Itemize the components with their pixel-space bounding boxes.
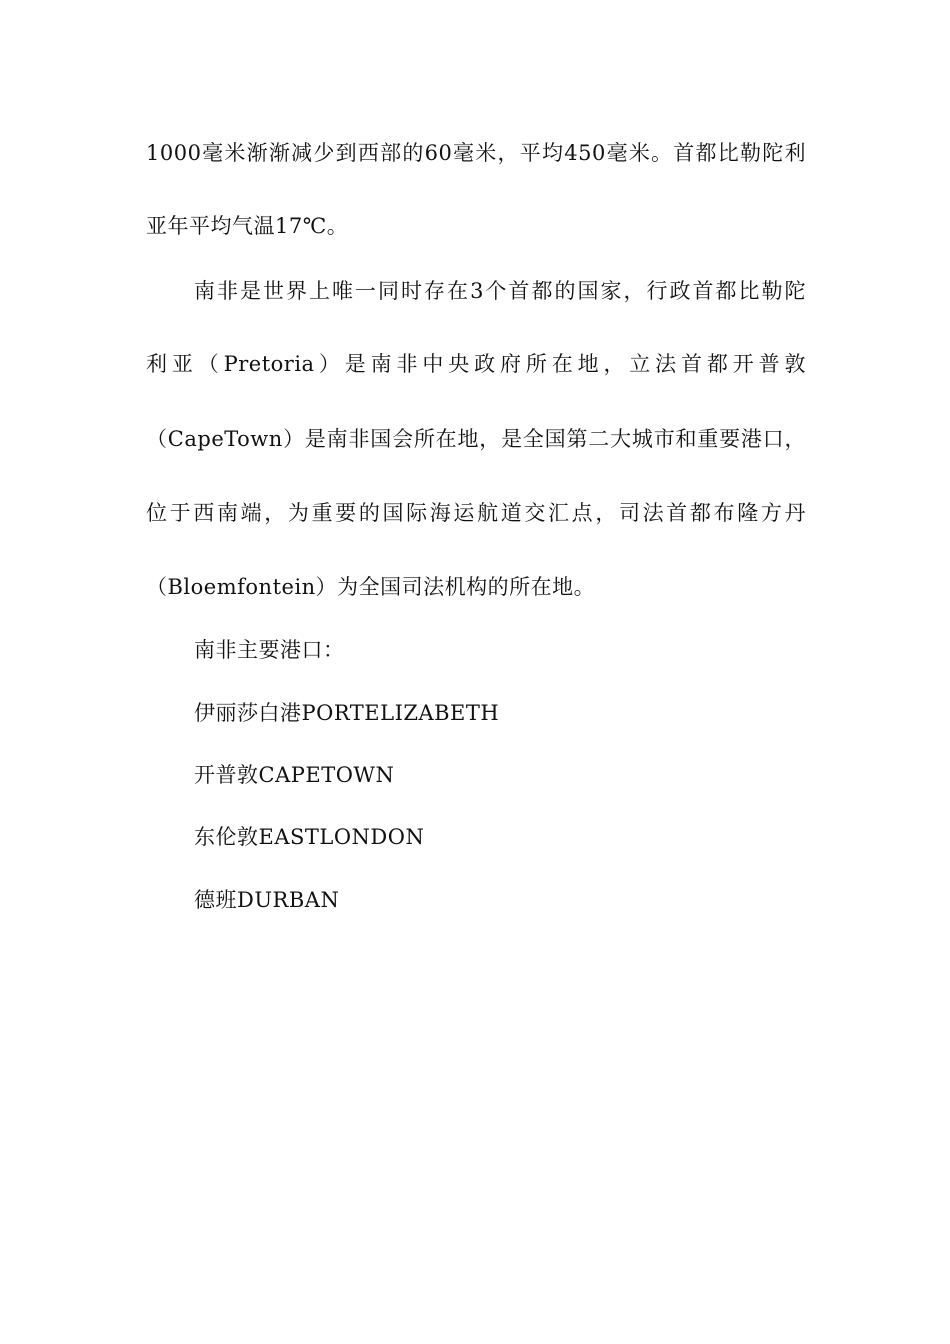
paragraph2-line3: （CapeTown）是南非国会所在地，是全国第二大城市和重要港口，: [146, 427, 806, 451]
port-item: 德班DURBAN: [194, 888, 340, 912]
paragraph1-line1: 1000毫米渐渐减少到西部的60毫米，平均450毫米。首都比勒陀利: [146, 141, 806, 165]
paragraph2-line4: 位于西南端，为重要的国际海运航道交汇点，司法首都布隆方丹: [146, 501, 806, 525]
paragraph2-line2: 利亚（Pretoria）是南非中央政府所在地，立法首都开普敦: [146, 352, 806, 376]
paragraph1-line2: 亚年平均气温17℃。: [146, 214, 349, 238]
port-item: 伊丽莎白港PORTELIZABETH: [194, 701, 500, 725]
port-item: 东伦敦EASTLONDON: [194, 825, 425, 849]
port-item: 开普敦CAPETOWN: [194, 763, 395, 787]
ports-heading: 南非主要港口：: [194, 638, 345, 662]
paragraph2-line1: 南非是世界上唯一同时存在3个首都的国家，行政首都比勒陀: [194, 279, 806, 303]
paragraph2-line5: （Bloemfontein）为全国司法机构的所在地。: [146, 575, 596, 599]
